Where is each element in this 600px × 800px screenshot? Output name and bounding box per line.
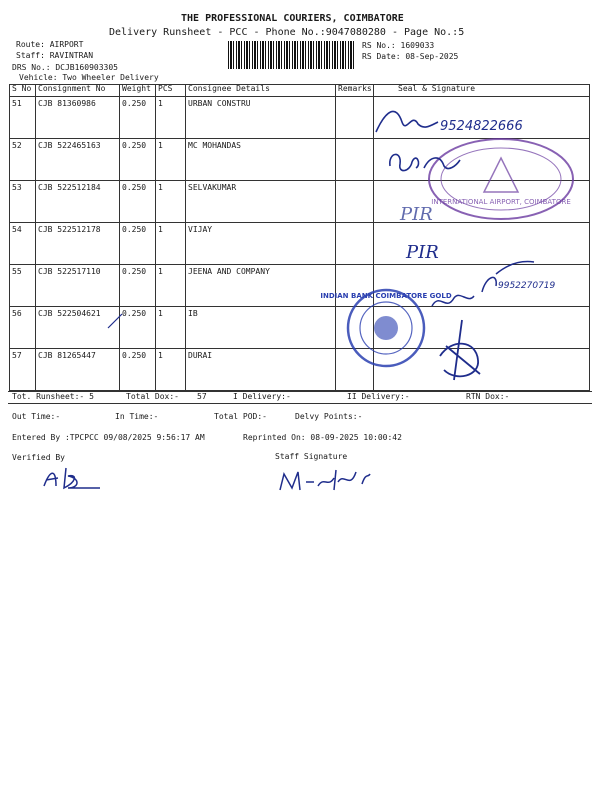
runsheet-title: Delivery Runsheet - PCC - Phone No.:9047080280 - Page No.:5 xyxy=(109,27,465,38)
consignee: JEENA AND COMPANY xyxy=(188,267,270,276)
consignee: MC MOHANDAS xyxy=(188,141,241,150)
signature-row56 xyxy=(432,316,492,386)
weight: 0.250 xyxy=(122,267,147,276)
signature-row51 xyxy=(372,100,552,140)
sno: 53 xyxy=(12,183,22,192)
total-dox-value: 57 xyxy=(197,392,207,401)
weight: 0.250 xyxy=(122,309,147,318)
pen-mark xyxy=(104,310,128,332)
signature-row55 xyxy=(424,252,584,322)
pcs: 1 xyxy=(158,141,163,150)
total-dox-label: Total Dox:- xyxy=(126,392,179,401)
pcs: 1 xyxy=(158,183,163,192)
entered-by: Entered By :TPCPCC 09/08/2025 9:56:17 AM xyxy=(12,433,205,442)
vehicle-label: Vehicle: Two Wheeler Delivery xyxy=(19,73,159,82)
consignee: VIJAY xyxy=(188,225,213,234)
pcs: 1 xyxy=(158,309,163,318)
weight: 0.250 xyxy=(122,225,147,234)
col-consignment: Consignment No xyxy=(36,85,120,97)
col-seal: Seal & Signature xyxy=(374,85,590,97)
company-title: THE PROFESSIONAL COURIERS, COIMBATORE xyxy=(181,13,404,24)
weight: 0.250 xyxy=(122,141,147,150)
consignment-no: CJB 522512184 xyxy=(38,183,101,192)
staff-signature xyxy=(276,466,376,494)
rs-number: RS No.: 1609033 xyxy=(362,41,435,50)
staff-label: Staff: RAVINTRAN xyxy=(16,51,94,60)
bank-stamp xyxy=(320,286,452,370)
verified-by-label: Verified By xyxy=(12,453,65,462)
bank-stamp-text: INDIAN BANK COIMBATORE GOLD xyxy=(320,292,452,300)
drs-number: DRS No.: DCJB160903305 xyxy=(12,63,118,72)
signature-row52 xyxy=(386,146,476,180)
sno: 52 xyxy=(12,141,22,150)
table-header xyxy=(10,85,590,97)
weight: 0.250 xyxy=(122,351,147,360)
sno: 56 xyxy=(12,309,22,318)
pcs: 1 xyxy=(158,351,163,360)
col-sno: S No xyxy=(10,85,36,97)
consignee: DURAI xyxy=(188,351,213,360)
reprinted-on: Reprinted On: 08-09-2025 10:00:42 xyxy=(243,433,402,442)
col-weight: Weight xyxy=(120,85,156,97)
airport-stamp-text: INTERNATIONAL AIRPORT, COIMBATORE xyxy=(431,198,571,206)
weight: 0.250 xyxy=(122,183,147,192)
in-time: In Time:- xyxy=(115,412,159,421)
staff-signature-label: Staff Signature xyxy=(275,452,348,461)
remarks xyxy=(336,181,374,223)
phone-handwritten: 9524822666 xyxy=(440,119,523,134)
sno: 51 xyxy=(12,99,22,108)
remarks xyxy=(336,223,374,265)
table-row xyxy=(10,349,590,391)
sno: 55 xyxy=(12,267,22,276)
remarks xyxy=(336,139,374,181)
phone-row55: 9952270719 xyxy=(498,281,556,291)
delvy-points: Delvy Points:- xyxy=(295,412,363,421)
route-label: Route: AIRPORT xyxy=(16,40,84,49)
tot-runsheet: Tot. Runsheet:- 5 xyxy=(12,392,94,401)
divider xyxy=(8,403,592,404)
col-consignee: Consignee Details xyxy=(186,85,336,97)
remarks xyxy=(336,97,374,139)
consignment-no: CJB 522465163 xyxy=(38,141,101,150)
consignee: IB xyxy=(188,309,198,318)
consignment-no: CJB 81360986 xyxy=(38,99,96,108)
sno: 57 xyxy=(12,351,22,360)
pcs: 1 xyxy=(158,225,163,234)
consignee: URBAN CONSTRU xyxy=(188,99,251,108)
i-delivery: I Delivery:- xyxy=(233,392,291,401)
ii-delivery: II Delivery:- xyxy=(347,392,410,401)
signature-row53 xyxy=(398,198,458,226)
verified-signature xyxy=(40,464,112,494)
pcs: 1 xyxy=(158,99,163,108)
sno: 54 xyxy=(12,225,22,234)
initials-row54: PIR xyxy=(406,242,439,263)
col-pcs: PCS xyxy=(156,85,186,97)
weight: 0.250 xyxy=(122,99,147,108)
pcs: 1 xyxy=(158,267,163,276)
out-time: Out Time:- xyxy=(12,412,61,421)
total-pod: Total POD:- xyxy=(214,412,267,421)
consignment-no: CJB 522517110 xyxy=(38,267,101,276)
initials-row53: PIR xyxy=(400,204,433,225)
consignment-no: CJB 522504621 xyxy=(38,309,101,318)
consignee: SELVAKUMAR xyxy=(188,183,237,192)
consignment-no: CJB 81265447 xyxy=(38,351,96,360)
rtn-dox: RTN Dox:- xyxy=(466,392,510,401)
barcode xyxy=(228,41,354,69)
consignment-no: CJB 522512178 xyxy=(38,225,101,234)
col-remarks: Remarks xyxy=(336,85,374,97)
rs-date: RS Date: 08-Sep-2025 xyxy=(362,52,459,61)
